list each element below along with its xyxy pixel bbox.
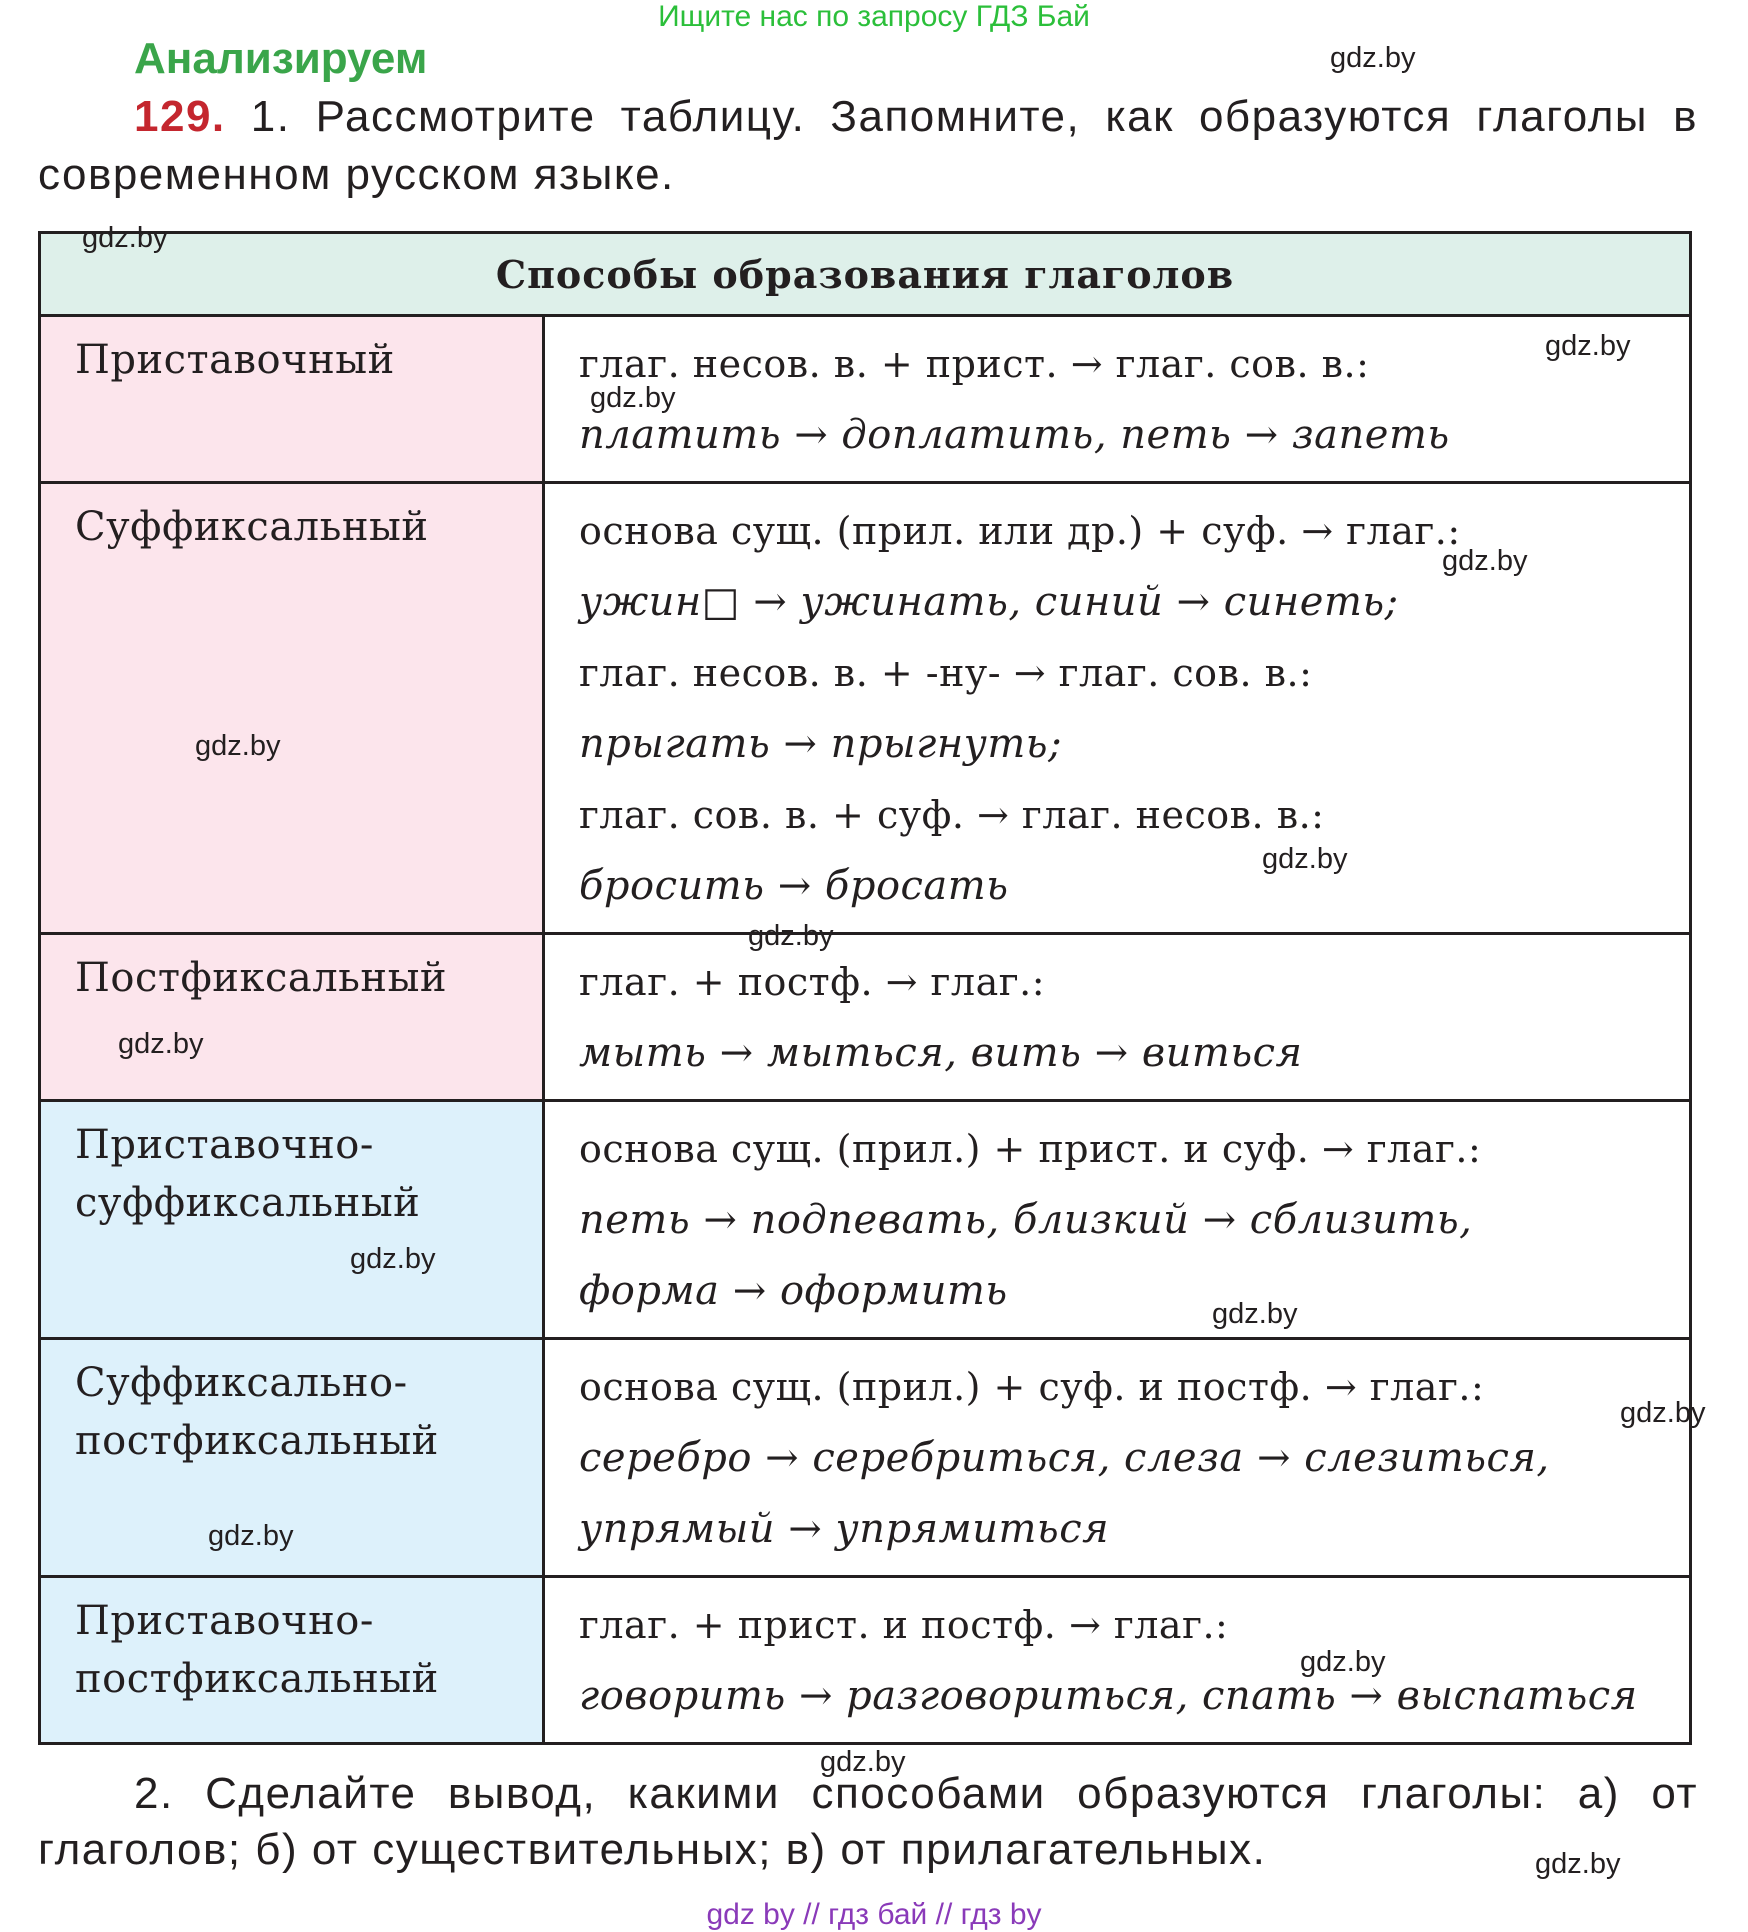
rule-cell [544,1339,1691,1577]
table-row [40,934,1691,1101]
rule-cell [544,1101,1691,1339]
rule-example: ужин□ → ужинать, синий → синеть; [579,579,1399,625]
rule-formula: глаг. несов. в. + -ну- → глаг. сов. в.: [579,651,1313,695]
rule-formula: основа сущ. (прил. или др.) + суф. → глаг.: [579,509,1461,553]
method-cell: Приставочно-суффиксальный [40,1101,544,1339]
watermark: gdz.by [590,382,676,414]
watermark: gdz.by [208,1520,294,1552]
conclusion-body: 2. Сделайте вывод, какими способами образуются глаголы: а) от глаголов; б) от существительных; в) от прилагательных. [38,1769,1698,1874]
watermark: gdz.by [1442,545,1528,577]
top-banner[interactable]: Ищите нас по запросу ГДЗ Бай [658,0,1090,33]
watermark: gdz.by [1330,42,1416,74]
rule-formula: глаг. сов. в. + суф. → глаг. несов. в.: [579,793,1325,837]
watermark: gdz.by [195,730,281,762]
rule-example: упрямый → упрямиться [579,1506,1110,1552]
rule-example: платить → доплатить, петь → запеть [579,412,1450,458]
method-cell: Приставочный [40,316,544,483]
footer-links[interactable]: gdz by // гдз бай // гдз by [706,1898,1042,1931]
table-row [40,316,1691,483]
watermark: gdz.by [350,1243,436,1275]
watermark: gdz.by [1620,1397,1706,1429]
rule-formula: основа сущ. (прил.) + прист. и суф. → глаг.: [579,1127,1482,1171]
rule-example: прыгать → прыгнуть; [579,721,1063,767]
task-text [38,88,1698,204]
rule-formula: глаг. несов. в. + прист. → глаг. сов. в.: [579,342,1370,386]
rule-example: бросить → бросать [579,863,1009,909]
table-row [40,1577,1691,1744]
watermark: gdz.by [748,920,834,952]
section-title: Анализируем [134,34,428,83]
watermark: gdz.by [1300,1646,1386,1678]
method-cell: Суффиксальный [40,483,544,934]
rule-example: говорить → разговориться, спать → выспаться [579,1673,1638,1719]
table-header: Способы образования глаголов [40,233,1691,316]
rule-formula: основа сущ. (прил.) + суф. и постф. → глаг.: [579,1365,1485,1409]
rule-cell [544,316,1691,483]
watermark: gdz.by [82,222,168,254]
conclusion-text [38,1766,1698,1878]
watermark: gdz.by [118,1028,204,1060]
method-cell: Суффиксально-постфиксальный [40,1339,544,1577]
table-row [40,1101,1691,1339]
watermark: gdz.by [1535,1848,1621,1880]
word-formation-table [38,231,1692,1745]
rule-formula: глаг. + постф. → глаг.: [579,960,1046,1004]
watermark: gdz.by [820,1746,906,1778]
rule-example: серебро → серебриться, слеза → слезиться, [579,1435,1550,1481]
rule-cell [544,1577,1691,1744]
rule-example: форма → оформить [579,1268,1008,1314]
rule-cell [544,934,1691,1101]
task-number: 129. [134,92,226,141]
rule-example: мыть → мыться, вить → виться [579,1030,1303,1076]
watermark: gdz.by [1212,1298,1298,1330]
method-cell: Приставочно-постфиксальный [40,1577,544,1744]
task-body: 1. Рассмотрите таблицу. Запомните, как образуются глаголы в современном русском языке. [38,92,1698,199]
rule-example: петь → подпевать, близкий → сблизить, [579,1197,1473,1243]
watermark: gdz.by [1262,843,1348,875]
rule-formula: глаг. + прист. и постф. → глаг.: [579,1603,1229,1647]
watermark: gdz.by [1545,330,1631,362]
method-cell: Постфиксальный [40,934,544,1101]
